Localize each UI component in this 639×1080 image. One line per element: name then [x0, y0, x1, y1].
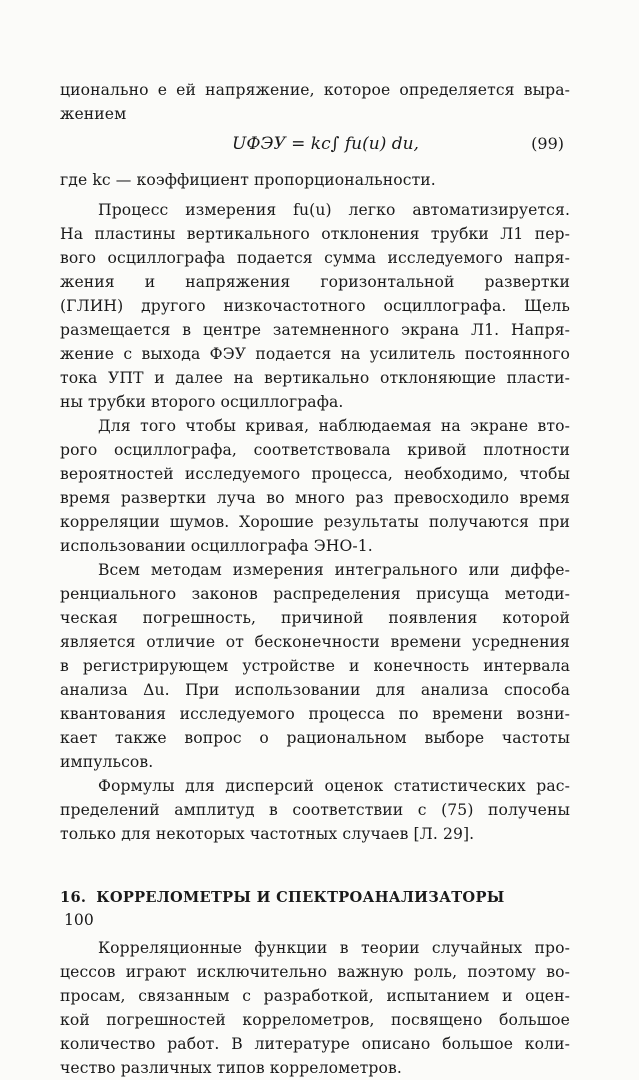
paragraph-definition: где kс — коэффициент пропорциональности.	[60, 171, 436, 189]
text-line: ческая погрешность, причиной появления которой	[60, 609, 570, 627]
text-line: пределений амплитуд в соответствии с (75) получены	[60, 801, 570, 819]
section-number: 16.	[60, 889, 87, 906]
text-line: Корреляционные функции в теории случайных про-	[98, 939, 570, 957]
text-line: вого осциллографа подается сумма исследуемого напря-	[60, 249, 570, 267]
text-line: вероятностей исследуемого процесса, необходимо, чтобы	[60, 465, 570, 483]
text-line: размещается в центре затемненного экрана Л1. Напря-	[60, 321, 570, 339]
text-line: жением	[60, 105, 127, 123]
text-line: импульсов.	[60, 753, 154, 771]
text-line: Процесс измерения fu(u) легко автоматизируется.	[98, 201, 570, 219]
text-line: использовании осциллографа ЭНО-1.	[60, 537, 373, 555]
text-line: На пластины вертикального отклонения трубки Л1 пер-	[60, 225, 570, 243]
equation-99	[60, 126, 570, 168]
text-line: чество различных типов коррелометров.	[60, 1059, 402, 1077]
text-line: Всем методам измерения интегрального или диффе-	[98, 561, 570, 579]
text-line: ренциального законов распределения присуща методи-	[60, 585, 570, 603]
text-line: время развертки луча во много раз превосходило время	[60, 489, 570, 507]
text-line: в регистрирующем устройстве и конечность интервала	[60, 657, 570, 675]
page-number: 100	[64, 911, 94, 929]
text-line: рого осциллографа, соответствовала кривой плотности	[60, 441, 570, 459]
equation-formula: UФЭУ = kc∫ fu(u) du,	[232, 134, 419, 154]
paragraph-measurement	[60, 198, 570, 414]
text-line: ны трубки второго осциллографа.	[60, 393, 344, 411]
text-line: жения и напряжения горизонтальной развертки	[60, 273, 570, 291]
text-line: кой погрешностей коррелометров, посвящено большое	[60, 1011, 570, 1029]
text-line: (ГЛИН) другого низкочастотного осциллографа. Щель	[60, 297, 570, 315]
text-line: квантования исследуемого процесса по времени возни-	[60, 705, 570, 723]
text-line: просам, связанным с разработкой, испытанием и оцен-	[60, 987, 570, 1005]
section-title: КОРРЕЛОМЕТРЫ И СПЕКТРОАНАЛИЗАТОРЫ	[96, 889, 505, 906]
text-line: является отличие от бесконечности времени усреднения	[60, 633, 570, 651]
text-line: количество работ. В литературе описано большое коли-	[60, 1035, 570, 1053]
page-body	[60, 78, 570, 1080]
paragraph-continuation	[60, 78, 570, 126]
paragraph-oscilloscope	[60, 414, 570, 558]
text-line: цессов играют исключительно важную роль, поэтому во-	[60, 963, 570, 981]
text-line: тока УПТ и далее на вертикально отклоняющие пласти-	[60, 369, 570, 387]
equation-number: (99)	[531, 134, 564, 153]
paragraph-methods	[60, 558, 570, 774]
text-line: только для некоторых частотных случаев [Л. 29].	[60, 825, 475, 843]
text-line: жение с выхода ФЭУ подается на усилитель постоянного	[60, 345, 570, 363]
paragraph-correlation	[60, 936, 570, 1080]
text-line: Формулы для дисперсий оценок статистических рас-	[98, 777, 570, 795]
paragraph-formulas	[60, 774, 570, 846]
section-heading	[60, 886, 570, 910]
text-line: ционально е ей напряжение, которое определяется выра-	[60, 81, 570, 99]
text-line: корреляции шумов. Хорошие результаты получаются при	[60, 513, 570, 531]
text-line: Для того чтобы кривая, наблюдаемая на экране вто-	[98, 417, 570, 435]
text-line: анализа Δu. При использовании для анализа способа	[60, 681, 570, 699]
text-line: кает также вопрос о рациональном выборе частоты	[60, 729, 570, 747]
